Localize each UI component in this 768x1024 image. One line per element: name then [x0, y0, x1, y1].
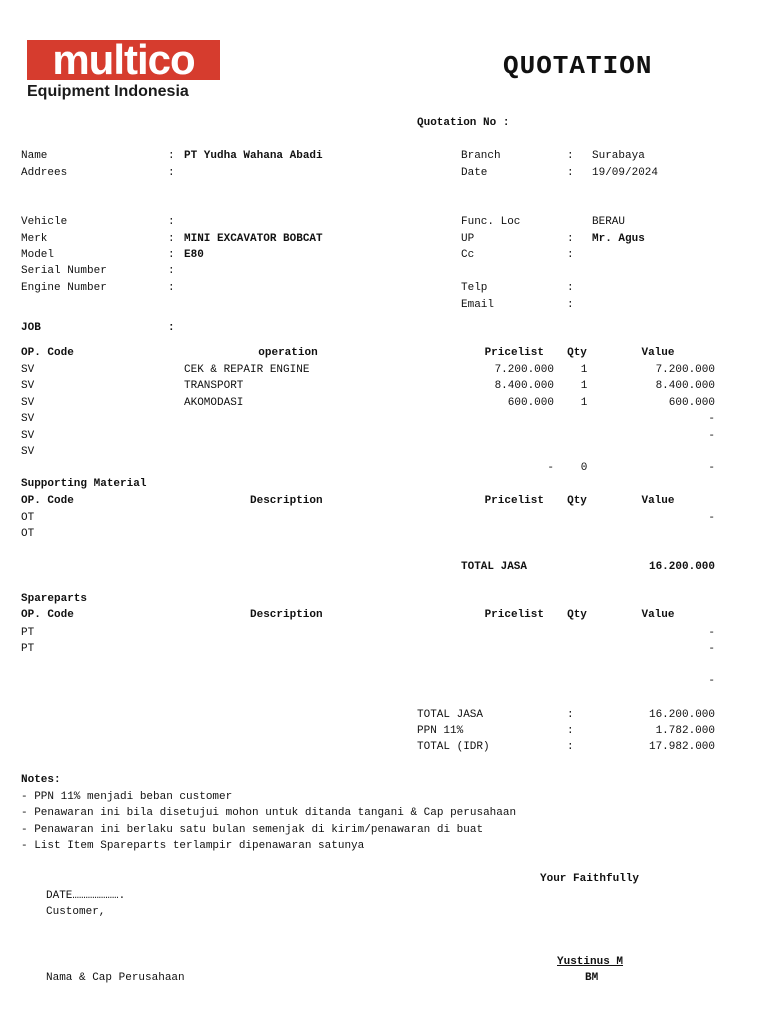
spareparts-row-code: PT: [21, 627, 35, 639]
total-jasa-value: 16.200.000: [648, 561, 715, 573]
job-row-qty: 1: [580, 397, 588, 409]
logo-subtitle: Equipment Indonesia: [27, 83, 189, 100]
vehicle-sep: :: [168, 216, 175, 228]
company-stamp-label: Nama & Cap Perusahaan: [46, 972, 185, 984]
cc-label: Cc: [461, 249, 475, 261]
func-loc-label: Func. Loc: [461, 216, 521, 228]
customer-name-sep: :: [168, 150, 175, 162]
job-row-desc: CEK & REPAIR ENGINE: [184, 364, 310, 376]
email-label: Email: [461, 299, 495, 311]
job-row-code: SV: [21, 430, 35, 442]
job-row-code: SV: [21, 364, 35, 376]
spareparts-subtotal-value: -: [708, 675, 715, 687]
merk-value: MINI EXCAVATOR BOBCAT: [184, 233, 323, 245]
job-row-code: SV: [21, 446, 35, 458]
branch-label: Branch: [461, 150, 501, 162]
job-row-desc: TRANSPORT: [184, 380, 244, 392]
closing-text: Your Faithfully: [540, 873, 640, 885]
job-row-code: SV: [21, 397, 35, 409]
job-row-value: 7.200.000: [655, 364, 715, 376]
job-row-value: 600.000: [668, 397, 715, 409]
supporting-row-code: OT: [21, 528, 35, 540]
job-subtotal-qty: 0: [580, 462, 588, 474]
supporting-header-pricelist: Pricelist: [484, 495, 544, 507]
job-header-operation: operation: [258, 347, 318, 359]
spareparts-header-qty: Qty: [567, 609, 587, 621]
job-row-value: -: [708, 413, 715, 425]
spareparts-header-pricelist: Pricelist: [484, 609, 544, 621]
signer-name: Yustinus M: [557, 956, 624, 968]
job-header-qty: Qty: [567, 347, 587, 359]
total-jasa-label: TOTAL JASA: [461, 561, 528, 573]
merk-label: Merk: [21, 233, 48, 245]
job-header-code: OP. Code: [21, 347, 74, 359]
supporting-header-qty: Qty: [567, 495, 587, 507]
job-label: JOB: [21, 322, 41, 334]
branch-value: Surabaya: [592, 150, 645, 162]
up-label: UP: [461, 233, 475, 245]
spareparts-header-description: Description: [250, 609, 323, 621]
job-row-price: 7.200.000: [494, 364, 554, 376]
func-loc-value: BERAU: [592, 216, 626, 228]
model-sep: :: [168, 249, 175, 261]
summary-total-idr-sep: :: [567, 741, 574, 753]
date-sep: :: [567, 167, 574, 179]
date-signature-line: DATE………………….: [46, 890, 126, 902]
date-value: 19/09/2024: [592, 167, 659, 179]
note-item: - Penawaran ini bila disetujui mohon untuk ditanda tangani & Cap perusahaan: [21, 807, 517, 819]
summary-total-jasa-sep: :: [567, 709, 574, 721]
job-row-qty: 1: [580, 380, 588, 392]
job-header-pricelist: Pricelist: [484, 347, 544, 359]
job-row-value: 8.400.000: [655, 380, 715, 392]
telp-label: Telp: [461, 282, 488, 294]
summary-ppn-sep: :: [567, 725, 574, 737]
supporting-row-code: OT: [21, 512, 35, 524]
job-row-price: 600.000: [507, 397, 554, 409]
supporting-header-value: Value: [641, 495, 675, 507]
customer-signature-label: Customer,: [46, 906, 106, 918]
signer-title: BM: [585, 972, 599, 984]
email-sep: :: [567, 299, 574, 311]
summary-total-jasa-value: 16.200.000: [648, 709, 715, 721]
date-label: Date: [461, 167, 488, 179]
job-row-qty: 1: [580, 364, 588, 376]
summary-total-jasa-label: TOTAL JASA: [417, 709, 484, 721]
customer-name-value: PT Yudha Wahana Abadi: [184, 150, 323, 162]
customer-name-label: Name: [21, 150, 48, 162]
job-row-code: SV: [21, 380, 35, 392]
telp-sep: :: [567, 282, 574, 294]
supporting-material-title: Supporting Material: [21, 478, 147, 490]
serial-number-sep: :: [168, 265, 175, 277]
spareparts-row-value: -: [708, 627, 715, 639]
spareparts-row-code: PT: [21, 643, 35, 655]
engine-number-label: Engine Number: [21, 282, 107, 294]
supporting-row-value: -: [708, 512, 715, 524]
up-value: Mr. Agus: [592, 233, 645, 245]
up-sep: :: [567, 233, 574, 245]
spareparts-header-value: Value: [641, 609, 675, 621]
quotation-no-label: Quotation No :: [417, 117, 510, 129]
supporting-header-description: Description: [250, 495, 323, 507]
document-title: QUOTATION: [503, 51, 653, 81]
company-logo: [27, 36, 220, 83]
job-sep: :: [168, 322, 175, 334]
summary-total-idr-value: 17.982.000: [648, 741, 715, 753]
job-subtotal-price: -: [547, 462, 554, 474]
summary-ppn-label: PPN 11%: [417, 725, 464, 737]
customer-address-sep: :: [168, 167, 175, 179]
customer-address-label: Addrees: [21, 167, 68, 179]
supporting-header-code: OP. Code: [21, 495, 74, 507]
spareparts-header-code: OP. Code: [21, 609, 74, 621]
serial-number-label: Serial Number: [21, 265, 107, 277]
logo-brand-text: multico: [52, 36, 195, 83]
model-value: E80: [184, 249, 204, 261]
vehicle-label: Vehicle: [21, 216, 68, 228]
spareparts-row-value: -: [708, 643, 715, 655]
model-label: Model: [21, 249, 55, 261]
note-item: - PPN 11% menjadi beban customer: [21, 791, 233, 803]
job-row-code: SV: [21, 413, 35, 425]
cc-sep: :: [567, 249, 574, 261]
engine-number-sep: :: [168, 282, 175, 294]
summary-total-idr-label: TOTAL (IDR): [417, 741, 490, 753]
spareparts-title: Spareparts: [21, 593, 88, 605]
job-row-value: -: [708, 430, 715, 442]
branch-sep: :: [567, 150, 574, 162]
summary-ppn-value: 1.782.000: [655, 725, 715, 737]
job-header-value: Value: [641, 347, 675, 359]
merk-sep: :: [168, 233, 175, 245]
job-row-desc: AKOMODASI: [184, 397, 244, 409]
notes-title: Notes:: [21, 774, 61, 786]
note-item: - List Item Spareparts terlampir dipenawaran satunya: [21, 840, 365, 852]
job-row-price: 8.400.000: [494, 380, 554, 392]
job-subtotal-value: -: [708, 462, 715, 474]
note-item: - Penawaran ini berlaku satu bulan semenjak di kirim/penawaran di buat: [21, 824, 484, 836]
